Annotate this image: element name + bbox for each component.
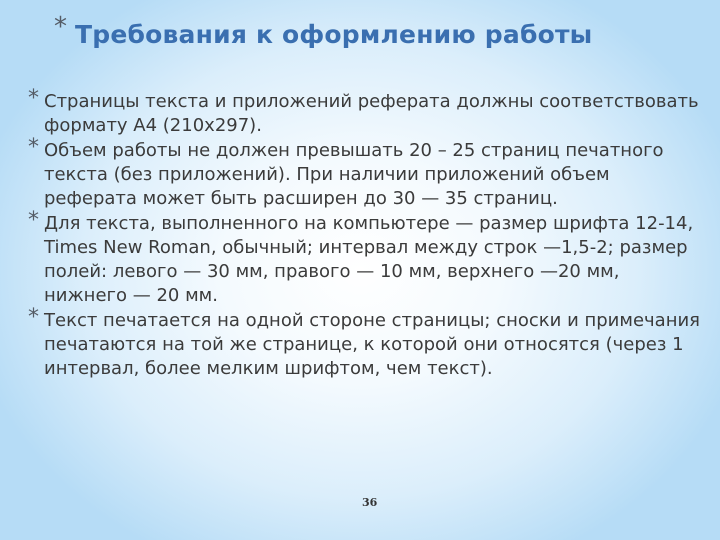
bullet-text: Текст печатается на одной стороне страницы; сноски и примечания печатаются на той же странице, к которой они относятся (через 1 интервал, более мелким шрифтом, чем текст). [44, 310, 700, 379]
bullet-list [28, 86, 708, 382]
asterisk-bullet-icon: * [28, 305, 39, 330]
bullet-text: Объем работы не должен превышать 20 – 25 страниц печатного текста (без приложений). При наличии приложений объем реферата может быть расширен до 30 — 35 страниц. [44, 140, 664, 209]
bullet-item [28, 208, 708, 308]
asterisk-bullet-icon: * [28, 208, 39, 233]
page-number: 36 [362, 496, 378, 509]
title-asterisk-marker: * [54, 12, 67, 42]
asterisk-bullet-icon: * [28, 86, 39, 111]
slide-title-row [54, 14, 593, 60]
bullet-text: Для текста, выполненного на компьютере — размер шрифта 12-14, Times New Roman, обычный; интервал между строк —1,5-2; размер полей: левого — 30 мм, правого — 10 мм, верхнего —20 мм, нижнего — 20 мм. [44, 213, 694, 306]
bullet-text: Страницы текста и приложений реферата должны соответствовать формату А4 (210х297). [44, 91, 699, 136]
slide-title: Требования к оформлению работы [75, 20, 593, 49]
bullet-item [28, 135, 708, 211]
asterisk-bullet-icon: * [28, 135, 39, 160]
bullet-item [28, 305, 708, 381]
bullet-item [28, 86, 708, 138]
